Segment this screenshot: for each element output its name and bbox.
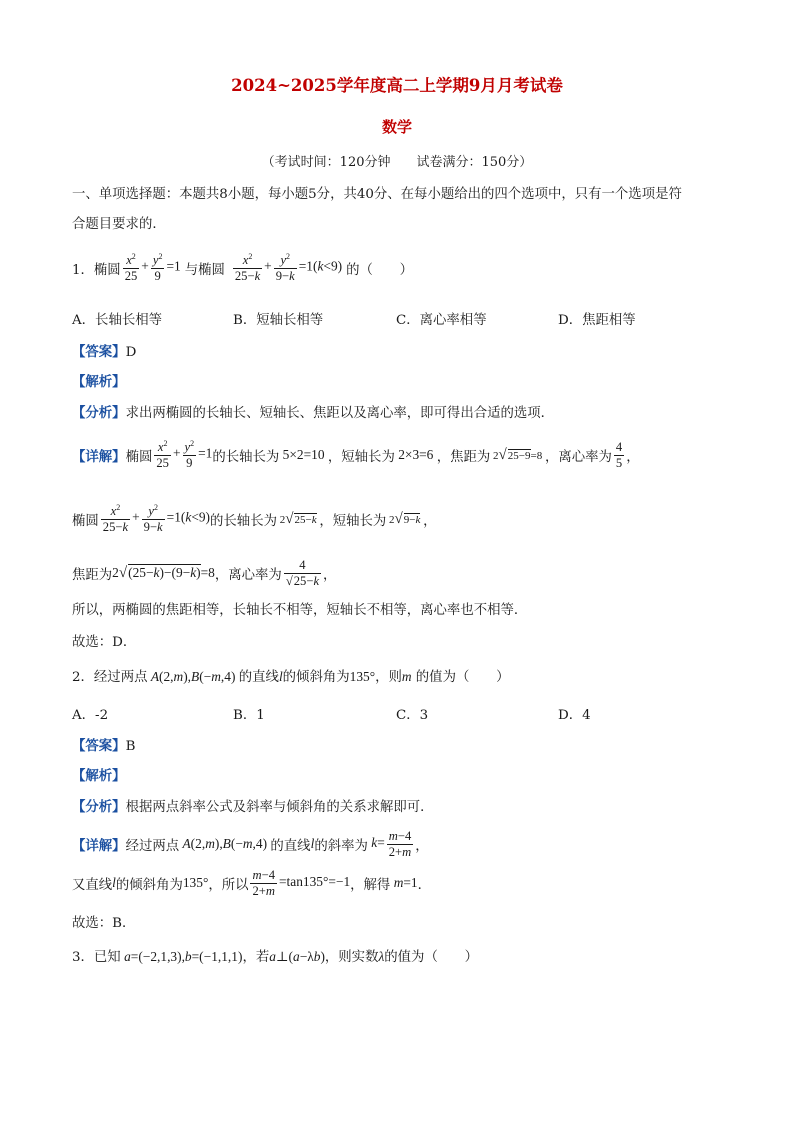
q1-option-a: A．长轴长相等 — [72, 313, 163, 328]
subject-title: 数学 — [381, 118, 412, 136]
q1-suffix: 的（ ） — [346, 262, 414, 278]
q1-option-b: B．短轴长相等 — [233, 313, 324, 328]
q1-answer: 【答案】D — [72, 344, 137, 360]
q1-detail-line3: 焦距为 2√(25−k)−(9−k)=8 ，离心率为 $\frac{4}{√25-k}$ ， — [72, 558, 337, 588]
q2-detail-line2: 又直线 l 的倾斜角为 135° ，所以 $\frac{m-4}{2+m}$ =tan135°=−1 ，解得 m=1 ． — [72, 868, 431, 898]
q1-answer-value: D — [125, 345, 137, 360]
q1-fenxi: 【分析】求出两椭圆的长轴长、短轴长、焦距以及离心率，即可得出合适的选项． — [72, 405, 555, 421]
q2-option-a: A．-2 — [72, 708, 109, 723]
q1-ellipse-1: $\frac{x^2}{25}$ + $\frac{y^2}{9}$ =1 — [124, 252, 181, 284]
exam-info: （考试时间：120分钟 试卷满分：150分） — [261, 155, 533, 170]
q1-conclusion: 所以，两椭圆的焦距相等，长轴长不相等，短轴长不相等，离心率也不相等． — [72, 603, 528, 618]
q2-answer: 【答案】B — [72, 738, 136, 754]
question-1 — [72, 248, 413, 288]
q2-analysis-tag: 【解析】 — [72, 768, 126, 784]
q2-fenxi: 【分析】根据两点斜率公式及斜率与倾斜角的关系求解即可． — [72, 799, 434, 815]
q2-option-d: D．4 — [558, 708, 591, 723]
q1-analysis-tag: 【解析】 — [72, 374, 126, 390]
exam-title: 2024~2025学年度高二上学期9月月考试卷 — [231, 76, 563, 95]
section-intro-line1: 一、单项选择题：本题共8小题，每小题5分，共40分、在每小题给出的四个选项中，只有一个选项是符 — [72, 187, 682, 202]
q1-option-c: C．离心率相等 — [396, 313, 487, 328]
question-3: 3．已知 a=(−2,1,3),b=(−1,1,1)，若a⊥(a−λb)，则实数λ的值为（ ） — [72, 949, 479, 965]
q2-option-c: C．3 — [396, 708, 429, 723]
q1-prefix: 1．椭圆 — [72, 262, 121, 278]
q1-ellipse-2: $\frac{x^2}{25-k}$ + $\frac{y^2}{9-k}$ =1(k<9) — [234, 252, 343, 284]
q2-option-b: B．1 — [233, 708, 265, 723]
q2-detail-line1: 【详解】 经过两点 A(2,m),B(−m,4) 的直线 l 的斜率为 k= $\frac{m-4}{2+m}$ ， — [72, 829, 429, 859]
q1-choose: 故选：D． — [72, 635, 137, 650]
q1-option-d: D．焦距相等 — [558, 313, 636, 328]
q2-answer-value: B — [125, 739, 136, 754]
section-intro-line2: 合题目要求的． — [72, 217, 166, 232]
q1-middle: 与椭圆 — [184, 262, 225, 278]
q1-detail-line2: 椭圆 $\frac{x^2}{25-k}$ + $\frac{y^2}{9-k}$ =1(k<9) 的长轴长为 2√25−k ，短轴长为 2√9−k ， — [72, 503, 437, 535]
q2-choose: 故选：B． — [72, 916, 136, 931]
question-2: 2．经过两点 A(2,m),B(−m,4) 的直线l的倾斜角为135°，则m 的值为（ ） — [72, 669, 510, 685]
q1-detail-line1: 【详解】 椭圆 $\frac{x^2}{25}$ + $\frac{y^2}{9}$ =1 的长轴长为 5×2=10 ，短轴长为 2×3=6 ，焦距为 2√25−9=8 ，离心率为 $\frac{4}{5}$ ， — [72, 439, 640, 471]
